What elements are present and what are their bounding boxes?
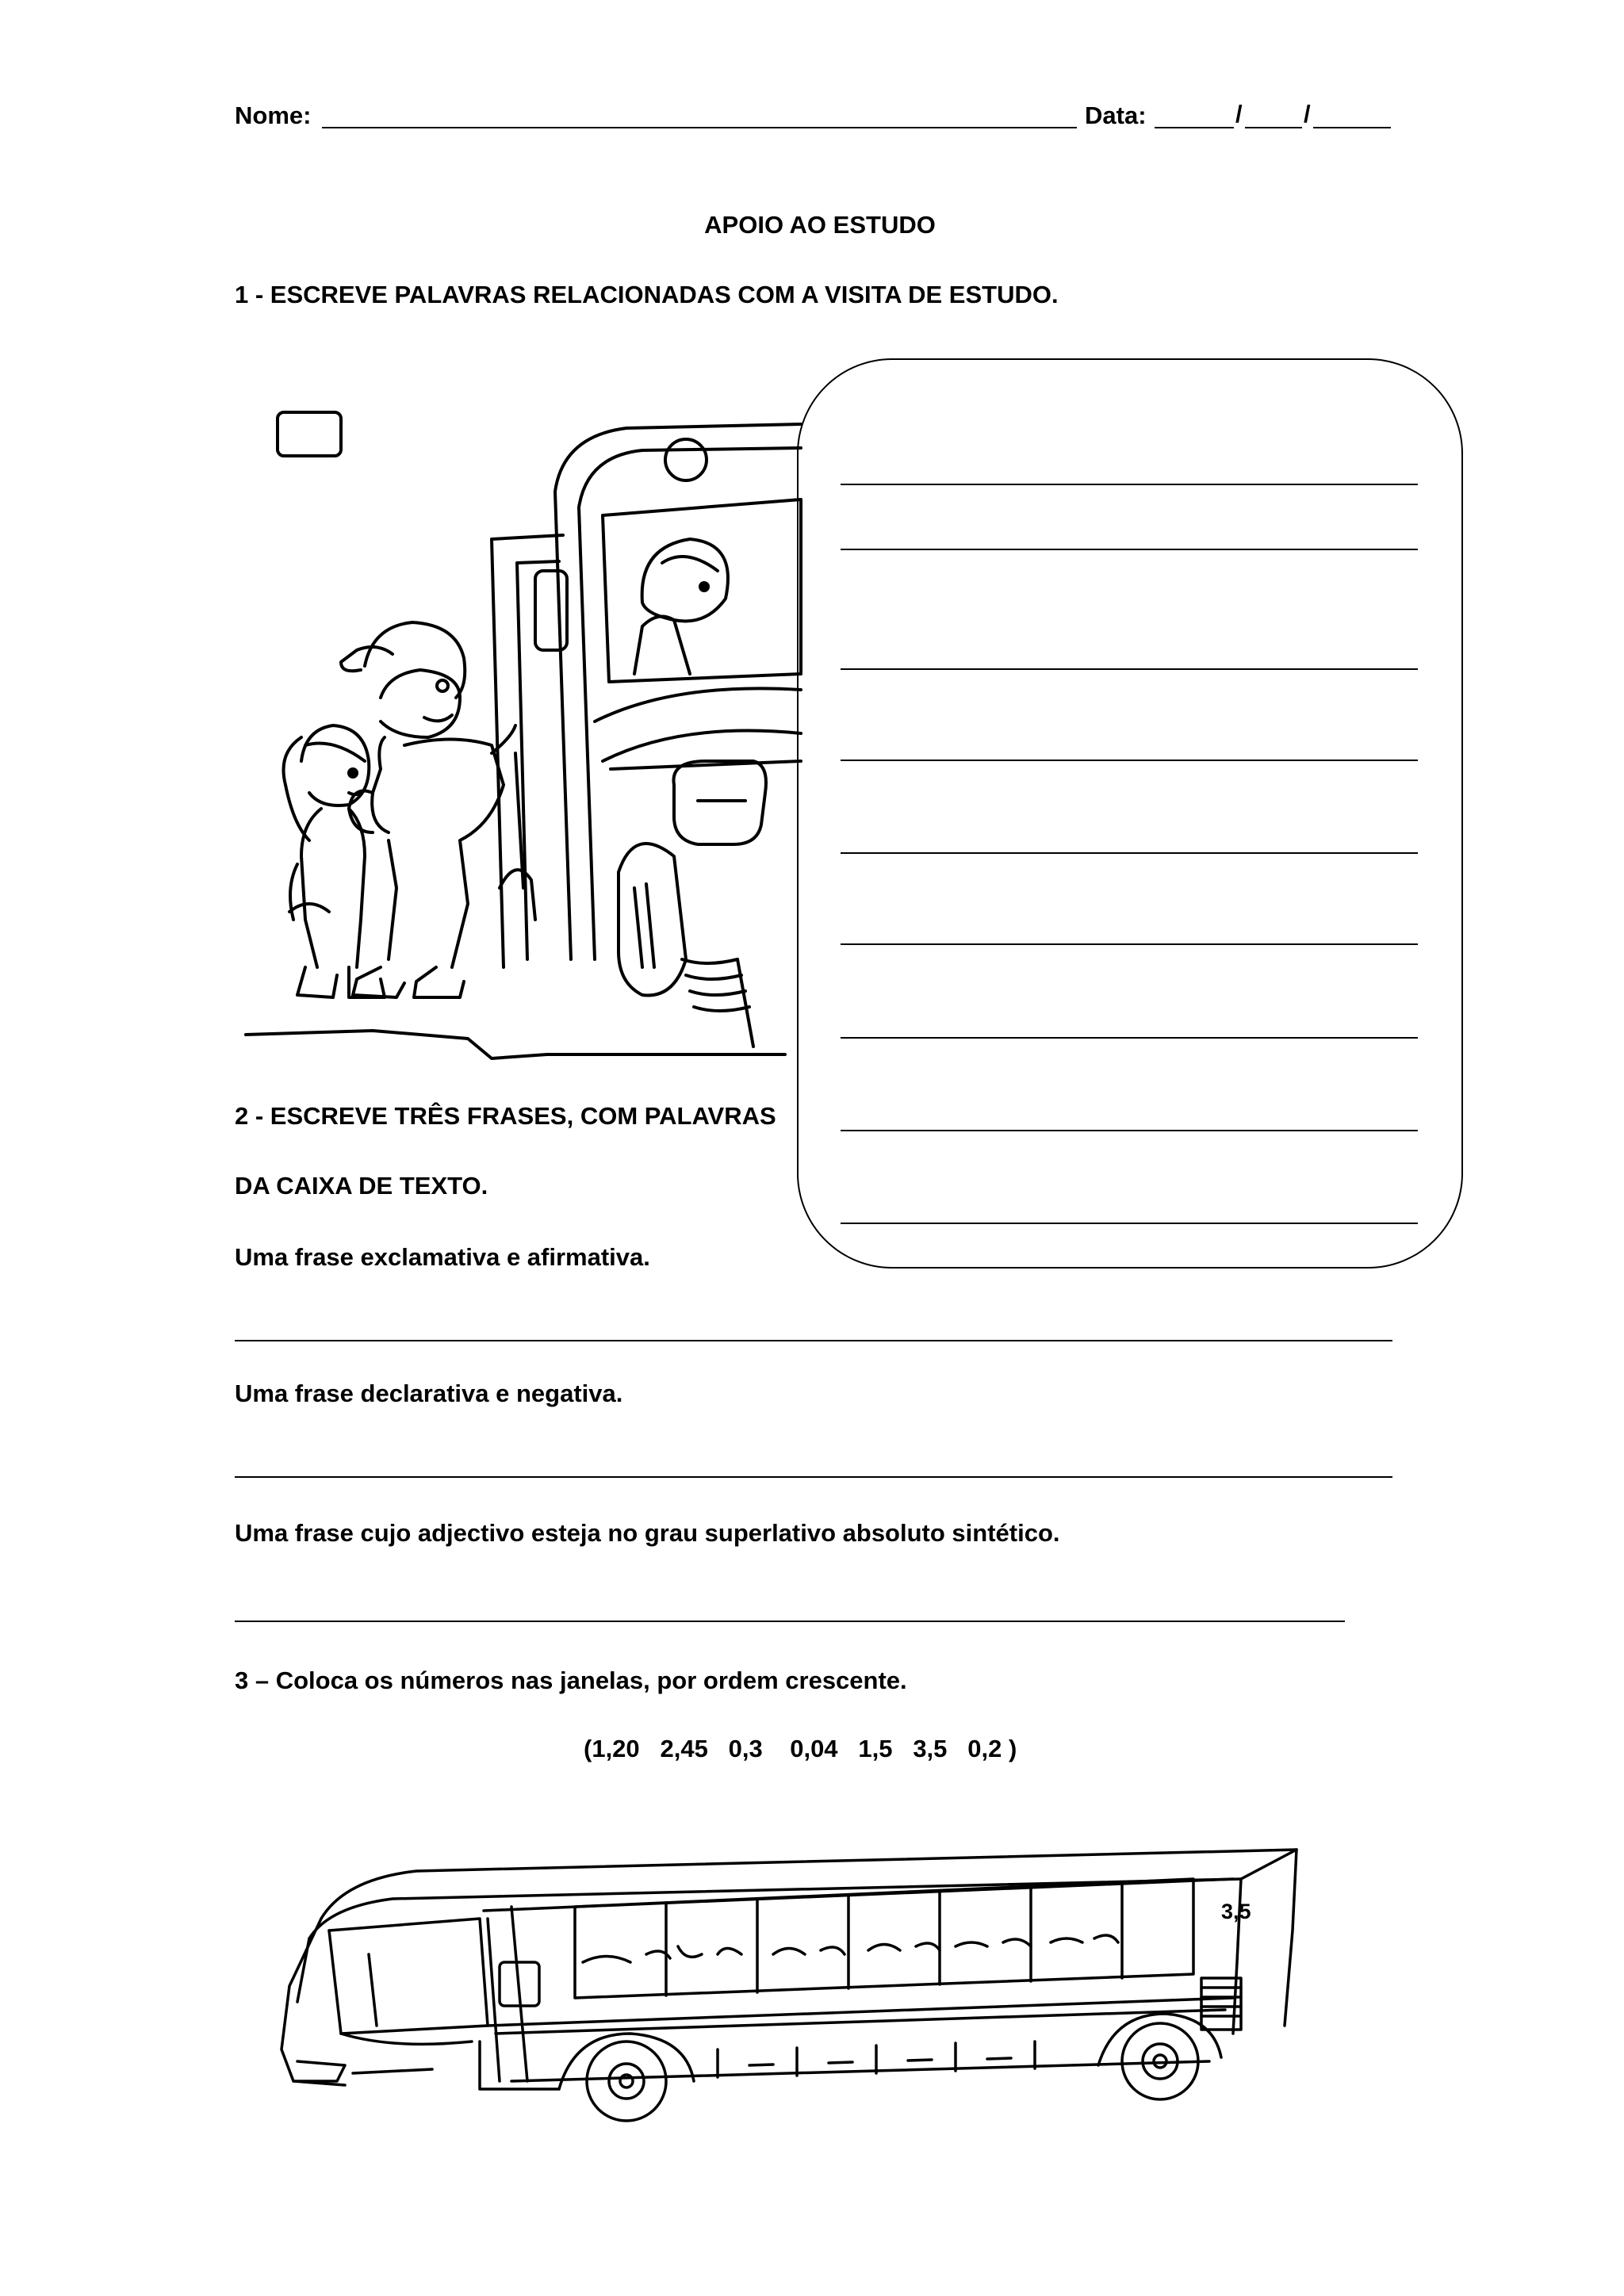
date-year-field[interactable] [1313, 127, 1391, 128]
name-field[interactable] [322, 127, 1077, 128]
word-box-line[interactable] [841, 852, 1418, 854]
word-box-line[interactable] [841, 1130, 1418, 1131]
sentence-prompt: Uma frase exclamativa e afirmativa. [235, 1243, 650, 1271]
date-separator: / [1235, 100, 1243, 128]
date-month-field[interactable] [1245, 127, 1302, 128]
numbers-list: (1,20 2,45 0,3 0,04 1,5 3,5 0,2 ) [584, 1735, 1017, 1762]
word-box-line[interactable] [841, 484, 1418, 485]
exercise-2-prompt-line-2: DA CAIXA DE TEXTO. [235, 1172, 488, 1200]
word-box-line[interactable] [841, 668, 1418, 670]
sentence-prompt: Uma frase declarativa e negativa. [235, 1380, 623, 1407]
word-box-line[interactable] [841, 1223, 1418, 1224]
word-box-line[interactable] [841, 943, 1418, 945]
children-boarding-bus-icon [230, 412, 801, 1070]
bus-window-number: 3,5 [1221, 1900, 1251, 1923]
name-label: Nome: [235, 101, 312, 129]
page-title: APOIO AO ESTUDO [704, 211, 936, 239]
sentence-answer-line[interactable] [235, 1340, 1392, 1341]
word-box-line[interactable] [841, 760, 1418, 761]
sentence-prompt: Uma frase cujo adjectivo esteja no grau superlativo absoluto sintético. [235, 1519, 1060, 1547]
sentence-answer-line[interactable] [235, 1621, 1345, 1622]
date-day-field[interactable] [1155, 127, 1234, 128]
exercise-1-prompt: 1 - ESCREVE PALAVRAS RELACIONADAS COM A VISITA DE ESTUDO. [235, 281, 1059, 308]
word-box-line[interactable] [841, 549, 1418, 550]
word-box [797, 358, 1463, 1269]
exercise-3-prompt: 3 – Coloca os números nas janelas, por ordem crescente. [235, 1667, 907, 1694]
coach-bus-icon [274, 1843, 1304, 2105]
sentence-answer-line[interactable] [235, 1476, 1392, 1478]
exercise-2-prompt-line-1: 2 - ESCREVE TRÊS FRASES, COM PALAVRAS [235, 1102, 776, 1130]
date-separator: / [1304, 100, 1311, 128]
date-label: Data: [1085, 101, 1147, 129]
word-box-line[interactable] [841, 1037, 1418, 1039]
